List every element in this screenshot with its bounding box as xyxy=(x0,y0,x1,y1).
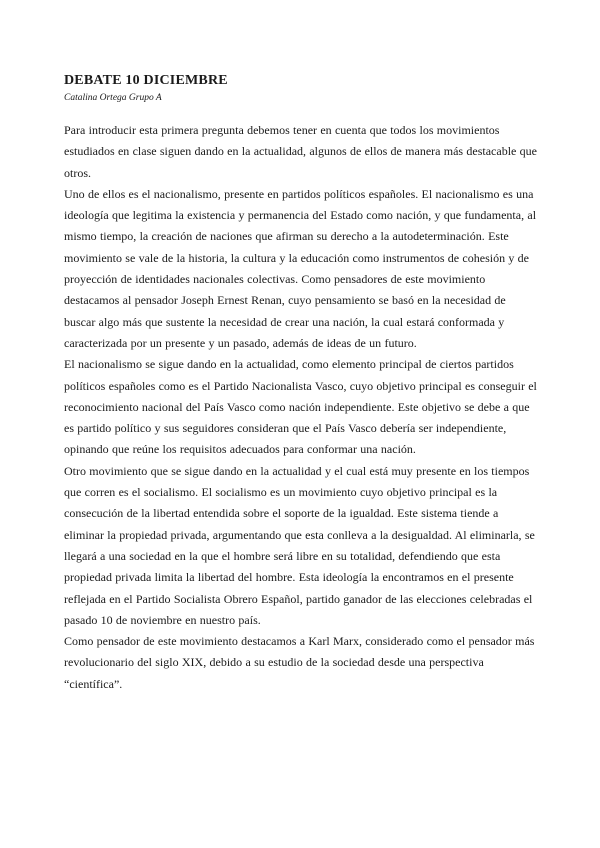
document-title: DEBATE 10 DICIEMBRE xyxy=(64,73,228,88)
paragraph-marx: Como pensador de este movimiento destacamos a Karl Marx, considerado como el pensador más revolucionario del siglo XIX, debido a su estudio de la sociedad desde una perspectiva “científica”. xyxy=(64,634,535,691)
paragraph-nationalism-today: El nacionalismo se sigue dando en la actualidad, como elemento principal de ciertos partidos políticos españoles como es el Partido Nacionalista Vasco, cuyo objetivo principal es conseguir el reconocimiento nacional del País Vasco como nación independiente. Este objetivo se debe a que es partido político y sus seguidores consideran que el País Vasco debería ser independiente, opinando que reúne los requisitos adecuados para conformar una nación. xyxy=(64,357,537,457)
author-line: Catalina Ortega Grupo A xyxy=(64,93,162,103)
paragraph-intro: Para introducir esta primera pregunta debemos tener en cuenta que todos los movimientos estudiados en clase siguen dando en la actualidad, algunos de ellos de manera más destacable que otros. xyxy=(64,123,537,180)
paragraph-socialism: Otro movimiento que se sigue dando en la actualidad y el cual está muy presente en los tiempos que corren es el socialismo. El socialismo es un movimiento cuyo objetivo principal es la consecución de la libertad entendida sobre el soporte de la igualdad. Este sistema tiende a eliminar la propiedad privada, argumentando que esta conlleva a la desigualdad. Al eliminarla, se llegará a una sociedad en la que el hombre será libre en su totalidad, defendiendo que esta propiedad privada limita la libertad del hombre. Esta ideología la encontramos en el presente reflejada en el Partido Socialista Obrero Español, partido ganador de las elecciones celebradas el pasado 10 de noviembre en nuestro país. xyxy=(64,463,535,627)
paragraph-nationalism: Uno de ellos es el nacionalismo, presente en partidos políticos españoles. El nacionalismo es una ideología que legitima la existencia y permanencia del Estado como nación, y que fundamenta, al mismo tiempo, la creación de naciones que afirman su derecho a la autodeterminación. Este movimiento se vale de la historia, la cultura y la educación como instrumentos de cohesión y de proyección de identidades nacionales colectivas. Como pensadores de este movimiento destacamos al pensador Joseph Ernest Renan, cuyo pensamiento se basó en la necesidad de buscar algo más que sustente la necesidad de crear una nación, la cual estará conformada y caracterizada por un presente y un pasado, además de ideas de un futuro. xyxy=(64,186,537,350)
document-body xyxy=(64,120,540,695)
